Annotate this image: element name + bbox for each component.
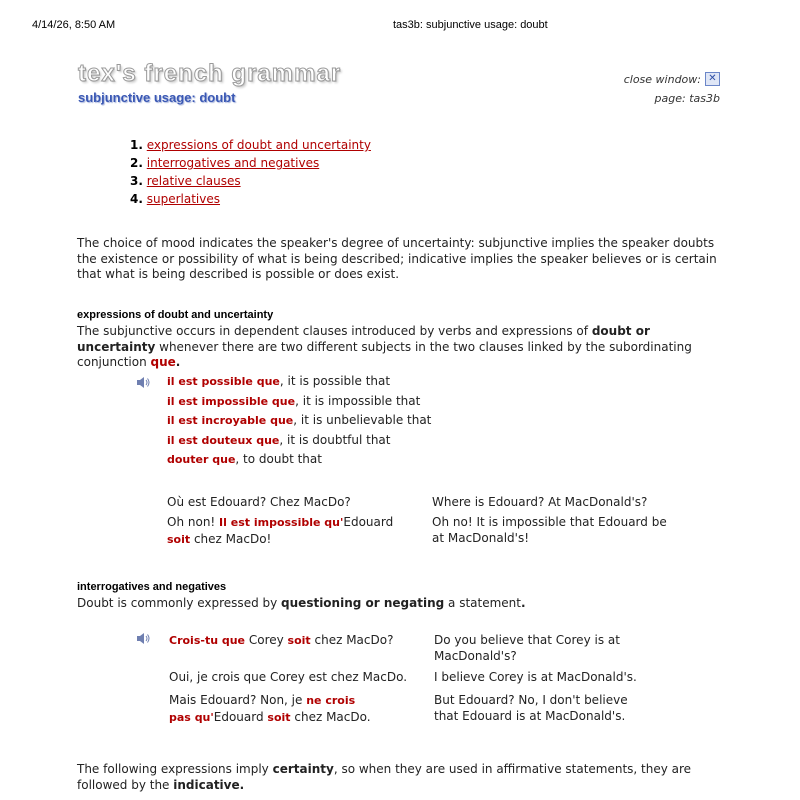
speaker-icon[interactable] — [136, 632, 151, 645]
expression-item: il est douteux que, it is doubtful that — [167, 432, 391, 447]
dialogue-question-fr: Où est Edouard? Chez MacDo? — [167, 495, 351, 509]
toc-item — [130, 172, 371, 190]
print-doc-title: tas3b: subjunctive usage: doubt — [393, 19, 548, 31]
section-title-interrogatives: interrogatives and negatives — [77, 581, 227, 593]
toc-link-doubt[interactable]: expressions of doubt and uncertainty — [146, 138, 371, 152]
expression-item: il est incroyable que, it is unbelievable that — [167, 413, 432, 427]
section-title-doubt: expressions of doubt and uncertainty — [77, 309, 274, 321]
site-logo-title: tex's french grammar — [78, 60, 342, 87]
expression-list — [167, 372, 431, 470]
example-en-1: Do you believe that Corey is at MacDonald's? — [434, 633, 620, 663]
page-subtitle: subjunctive usage: doubt — [78, 90, 236, 105]
toc-link-relative-clauses[interactable]: relative clauses — [146, 174, 241, 188]
print-datetime: 4/14/26, 8:50 AM — [32, 19, 116, 31]
example-fr-3: Mais Edouard? Non, je ne crois pas qu'Edouard soit chez MacDo. — [169, 693, 371, 724]
close-icon[interactable]: ✕ — [705, 72, 720, 86]
toc-number: 2. — [130, 156, 143, 170]
table-of-contents — [130, 136, 371, 208]
toc-number: 1. — [130, 138, 143, 152]
closing-paragraph: The following expressions imply certainty, so when they are used in affirmative statements, they are followed by the indicative. — [77, 762, 692, 792]
toc-item — [130, 190, 371, 208]
dialogue-question-en: Where is Edouard? At MacDonald's? — [432, 495, 648, 509]
dialogue-answer-fr: Oh non! Il est impossible qu'Edouard soit chez MacDo! — [167, 515, 394, 546]
section1-paragraph: The subjunctive occurs in dependent clauses introduced by verbs and expressions of doubt or uncertainty whenever there are two different subjects in the two clauses linked by the subordinating conjunction que. — [77, 324, 692, 369]
close-window-control — [624, 72, 720, 86]
example-en-3: But Edouard? No, I don't believe that Edouard is at MacDonald's. — [434, 693, 628, 723]
toc-item — [130, 136, 371, 154]
expression-item: il est impossible que, it is impossible that — [167, 393, 421, 408]
example-fr-1: Crois-tu que Corey soit chez MacDo? — [169, 633, 394, 647]
toc-link-interrogatives[interactable]: interrogatives and negatives — [146, 156, 320, 170]
intro-paragraph: The choice of mood indicates the speaker's degree of uncertainty: subjunctive implies the speaker doubts the existence or possibility of what is being described; indicative implies the speaker believes or is certain that what is being described is possible or does exist. — [77, 236, 717, 281]
dialogue-answer-en: Oh no! It is impossible that Edouard be at MacDonald's! — [432, 515, 667, 545]
toc-number: 3. — [130, 174, 143, 188]
expression-item: il est possible que, it is possible that — [167, 374, 391, 388]
toc-number: 4. — [130, 192, 143, 206]
toc-item — [130, 154, 371, 172]
close-window-label: close window: — [623, 72, 701, 86]
speaker-icon[interactable] — [136, 376, 151, 389]
example-fr-2: Oui, je crois que Corey est chez MacDo. — [169, 670, 408, 684]
expression-item: douter que, to doubt that — [167, 452, 322, 466]
example-en-2: I believe Corey is at MacDonald's. — [434, 670, 637, 684]
section2-paragraph: Doubt is commonly expressed by questioning or negating a statement. — [77, 596, 526, 610]
page-label: page: tas3b — [654, 92, 720, 105]
toc-link-superlatives[interactable]: superlatives — [146, 192, 221, 206]
